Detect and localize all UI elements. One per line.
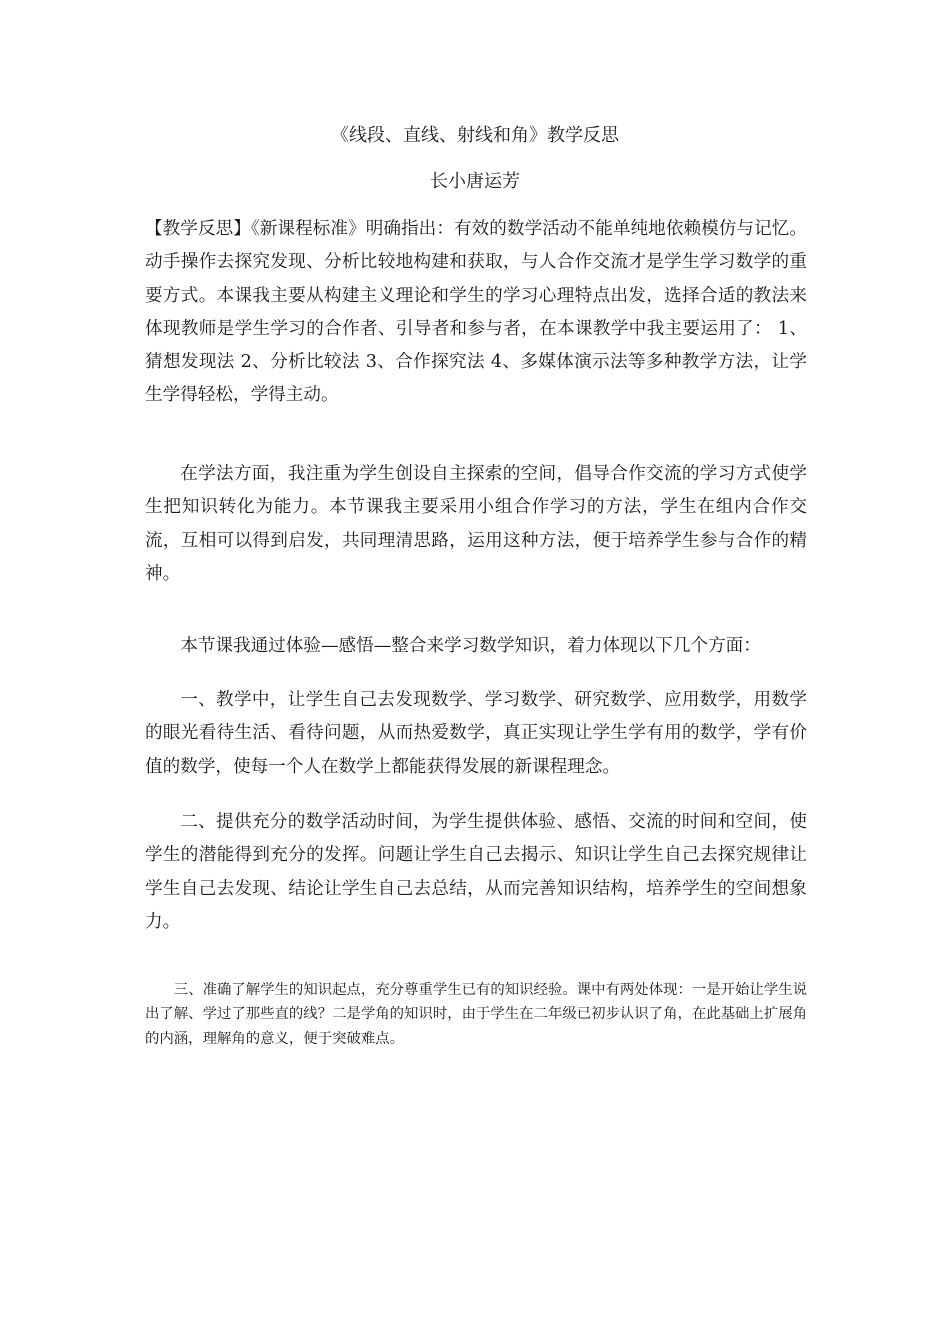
- paragraph-point-two: 二、提供充分的数学活动时间，为学生提供体验、感悟、交流的时间和空间，使学生的潜能得到充分的发挥。问题让学生自己去揭示、知识让学生自己去探究规律让学生自己去发现、结论让学生自己去总结，从而完善知识结构，培养学生的空间想象力。: [145, 812, 807, 932]
- paragraph-learning-methods: 在学法方面，我注重为学生创设自主探索的空间，倡导合作交流的学习方式使学生把知识转化为能力。本节课我主要采用小组合作学习的方法，学生在组内合作交流，互相可以得到启发，共同理清思路，运用这种方法，便于培养学生参与合作的精神。: [145, 464, 807, 584]
- paragraph-aspects-intro: 本节课我通过体验—感悟—整合来学习数学知识，着力体现以下几个方面：: [180, 636, 761, 656]
- document-author: 长小唐运芳: [430, 171, 520, 192]
- document-title: 《线段、直线、射线和角》教学反思: [331, 125, 619, 146]
- paragraph-point-one: 一、教学中，让学生自己去发现数学、学习数学、研究数学、应用数学，用数学的眼光看待生活、看待问题，从而热爱数学，真正实现让学生学有用的数学，学有价值的数学，使每一个人在数学上都能获得发展的新课程理念。: [145, 690, 807, 777]
- paragraph-point-three: 三、准确了解学生的知识起点，充分尊重学生已有的知识经验。课中有两处体现：一是开始让学生说出了解、学过了那些直的线？二是学角的知识时，由于学生在二年级已初步认识了角，在此基础上扩展角的内涵，理解角的意义，便于突破难点。: [145, 982, 807, 1047]
- paragraph-teaching-reflection: 【教学反思】《新课程标准》明确指出：有效的数学活动不能单纯地依赖模仿与记忆。动手操作去探究发现、分析比较地构建和获取，与人合作交流才是学生学习数学的重要方式。本课我主要从构建主义理论和学生的学习心理特点出发，选择合适的教法来体现教师是学生学习的合作者、引导者和参与者，在本课教学中我主要运用了： 1、猜想发现法 2、分析比较法 3、合作探究法 4、多媒体演示法等多种教学方法，让学生学得轻松，学得主动。: [145, 219, 807, 406]
